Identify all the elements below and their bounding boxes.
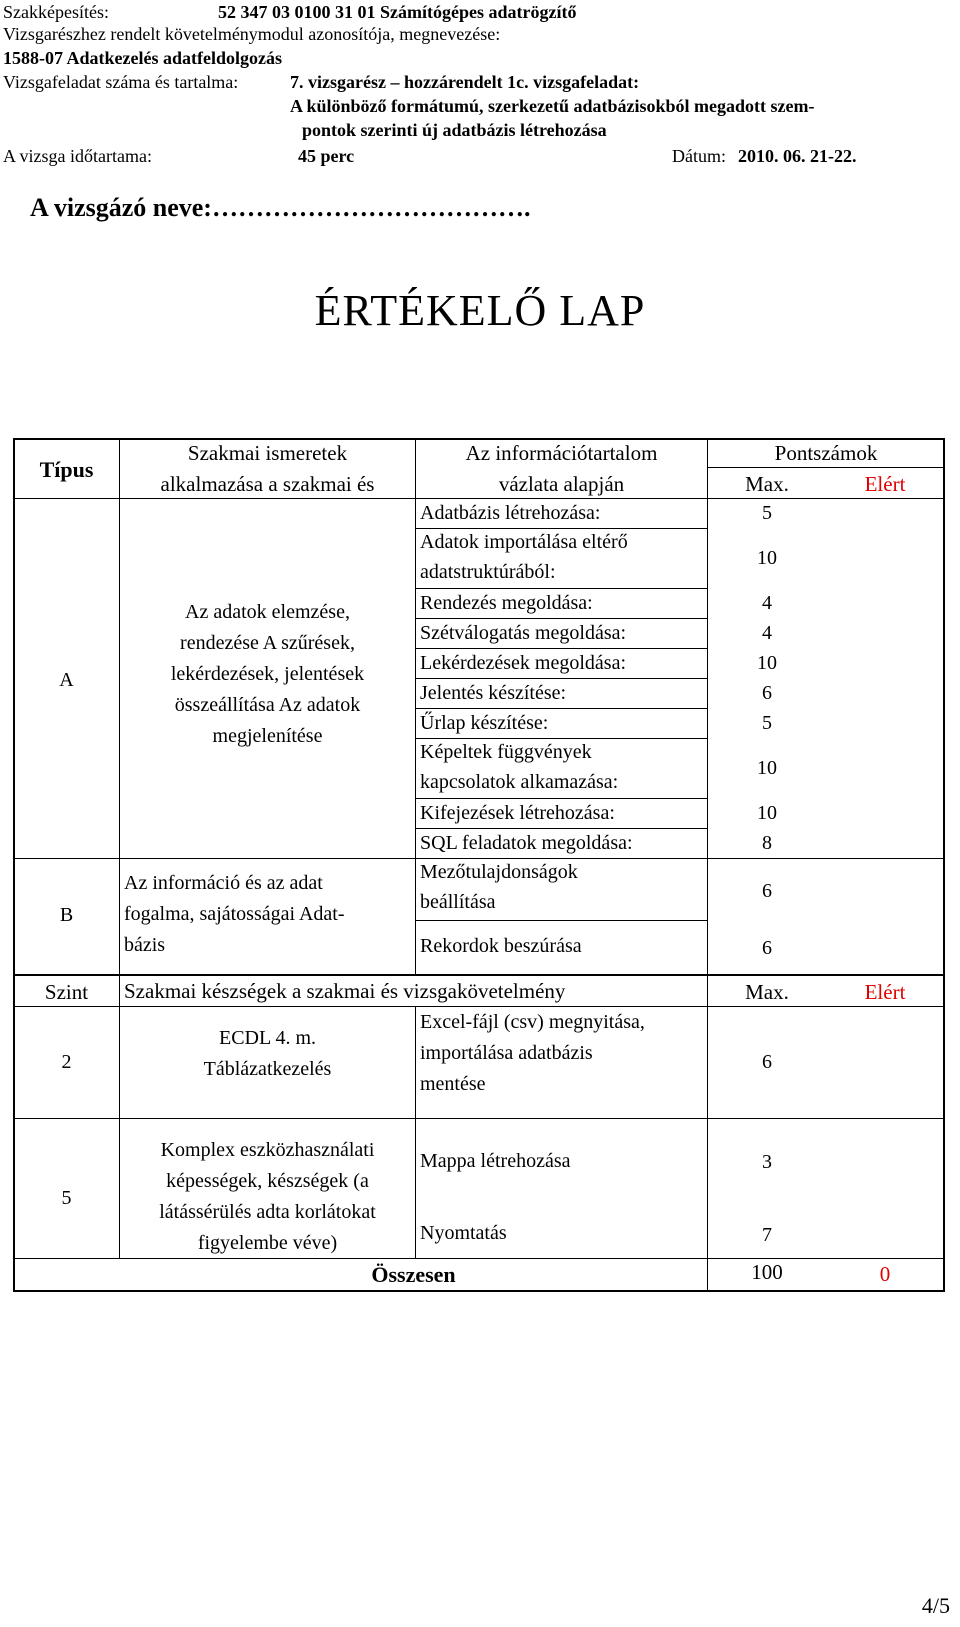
level-2-desc-2: Táblázatkezelés [203, 1058, 332, 1080]
feladat-line-1: 7. vizsgarész – hozzárendelt 1c. vizsgafeladat: [290, 72, 640, 92]
level-5-item-max: 7 [762, 1224, 772, 1246]
item-label: Adatok importálása eltérő [420, 531, 628, 553]
page-title: ÉRTÉKELŐ LAP [314, 286, 646, 335]
feladat-label: Vizsgafeladat száma és tartalma: [3, 72, 239, 92]
level-5-desc-3: látássérülés adta korlátokat [159, 1201, 376, 1223]
modul-value: 1588-07 Adatkezelés adatfeldolgozás [3, 48, 282, 68]
col-header-szint: Szint [44, 980, 89, 1004]
level-5-item-label: Nyomtatás [420, 1222, 507, 1244]
item-label: Kifejezések létrehozása: [420, 802, 615, 824]
level-2-desc-1: ECDL 4. m. [218, 1027, 317, 1049]
level-5-desc-1: Komplex eszközhasználati [160, 1139, 375, 1161]
type-b: B [59, 904, 74, 926]
col-header-skills-elert: Elért [864, 980, 906, 1004]
item-label: Képeltek függvények [420, 741, 592, 763]
level-5-desc-2: képességek, készségek (a [166, 1170, 369, 1192]
examinee-name-line: A vizsgázó neve:………………………………. [30, 193, 531, 222]
section-a-desc-4: összeállítása Az adatok [174, 694, 361, 716]
item-label: Mezőtulajdonságok [420, 861, 578, 883]
item-label: Szétválogatás megoldása: [420, 622, 627, 644]
item-max: 10 [757, 757, 777, 779]
item-max: 4 [762, 622, 772, 644]
item-label: Lekérdezések megoldása: [420, 652, 627, 674]
szakkepesites-value: 52 347 03 0100 31 01 Számítógépes adatrögzítő [218, 2, 577, 22]
total-max: 100 [751, 1260, 783, 1284]
item-max: 8 [762, 832, 772, 854]
col-header-szakmai-1: Szakmai ismeretek [187, 441, 348, 465]
page-number: 4/5 [921, 1593, 950, 1618]
type-a: A [59, 669, 74, 691]
item-max: 10 [757, 547, 777, 569]
item-label: SQL feladatok megoldása: [420, 832, 633, 854]
item-max: 5 [762, 502, 772, 524]
col-header-info-1: Az információtartalom [465, 441, 658, 465]
col-header-skills-max: Max. [745, 980, 789, 1004]
item-label: kapcsolatok alkamazása: [420, 771, 619, 793]
level-2: 2 [61, 1051, 72, 1073]
item-max: 6 [762, 880, 772, 902]
item-label: Rendezés megoldása: [420, 592, 593, 614]
szakkepesites-label: Szakképesítés: [3, 2, 109, 22]
item-max: 5 [762, 712, 772, 734]
datum-label: Dátum: [672, 146, 726, 166]
section-b-desc-3: bázis [124, 934, 166, 956]
section-a-desc-5: megjelenítése [212, 725, 323, 747]
idotartam-value: 45 perc [298, 146, 355, 166]
section-b-desc-2: fogalma, sajátosságai Adat- [124, 903, 345, 925]
level-2-item-3: mentése [420, 1073, 486, 1095]
feladat-line-2: A különböző formátumú, szerkezetű adatbázisokból megadott szem- [290, 96, 815, 116]
col-header-max: Max. [745, 472, 789, 496]
item-label: Rekordok beszúrása [420, 935, 582, 957]
datum-value: 2010. 06. 21-22. [738, 146, 857, 166]
table-border-right [943, 438, 945, 1292]
col-header-elert: Elért [864, 472, 906, 496]
col-header-info-2: vázlata alapján [498, 472, 625, 496]
grid-line [415, 920, 707, 921]
level-2-item-2: importálása adatbázis [420, 1042, 593, 1064]
section-b-desc-1: Az információ és az adat [124, 872, 323, 894]
item-label: Jelentés készítése: [420, 682, 567, 704]
level-2-max: 6 [762, 1051, 772, 1073]
col-header-szakmai-2: alkalmazása a szakmai és [160, 472, 375, 496]
col-header-pontszamok: Pontszámok [774, 441, 878, 465]
grid-line [415, 438, 416, 975]
level-5-item-label: Mappa létrehozása [420, 1150, 571, 1172]
section-a-desc-2: rendezése A szűrések, [180, 632, 355, 654]
total-elert: 0 [879, 1262, 891, 1286]
item-max: 4 [762, 592, 772, 614]
item-max: 6 [762, 937, 772, 959]
level-5-desc-4: figyelembe véve) [197, 1232, 338, 1254]
item-label: beállítása [420, 891, 496, 913]
table-border-bottom [13, 1290, 945, 1292]
feladat-line-3: pontok szerinti új adatbázis létrehozása [302, 120, 607, 140]
level-2-item-1: Excel-fájl (csv) megnyitása, [420, 1011, 645, 1033]
modul-label: Vizsgarészhez rendelt követelménymodul azonosítója, megnevezése: [3, 24, 501, 44]
item-label: Űrlap készítése: [420, 712, 549, 734]
level-5: 5 [61, 1187, 72, 1209]
item-max: 10 [757, 652, 777, 674]
grid-line [13, 1118, 945, 1119]
item-max: 10 [757, 802, 777, 824]
item-max: 6 [762, 682, 772, 704]
col-header-tipus: Típus [39, 457, 94, 482]
col-header-skills-desc: Szakmai készségek a szakmai és vizsgakövetelmény [124, 979, 566, 1003]
table-border-left [13, 438, 15, 1292]
section-a-desc-1: Az adatok elemzése, [185, 601, 350, 623]
idotartam-label: A vizsga időtartama: [3, 146, 152, 166]
level-5-item-max: 3 [762, 1151, 772, 1173]
item-label: Adatbázis létrehozása: [420, 502, 601, 524]
section-a-desc-3: lekérdezések, jelentések [170, 663, 365, 685]
grid-line [415, 1006, 416, 1258]
item-label: adatstruktúrából: [420, 561, 556, 583]
total-label: Összesen [371, 1262, 456, 1287]
